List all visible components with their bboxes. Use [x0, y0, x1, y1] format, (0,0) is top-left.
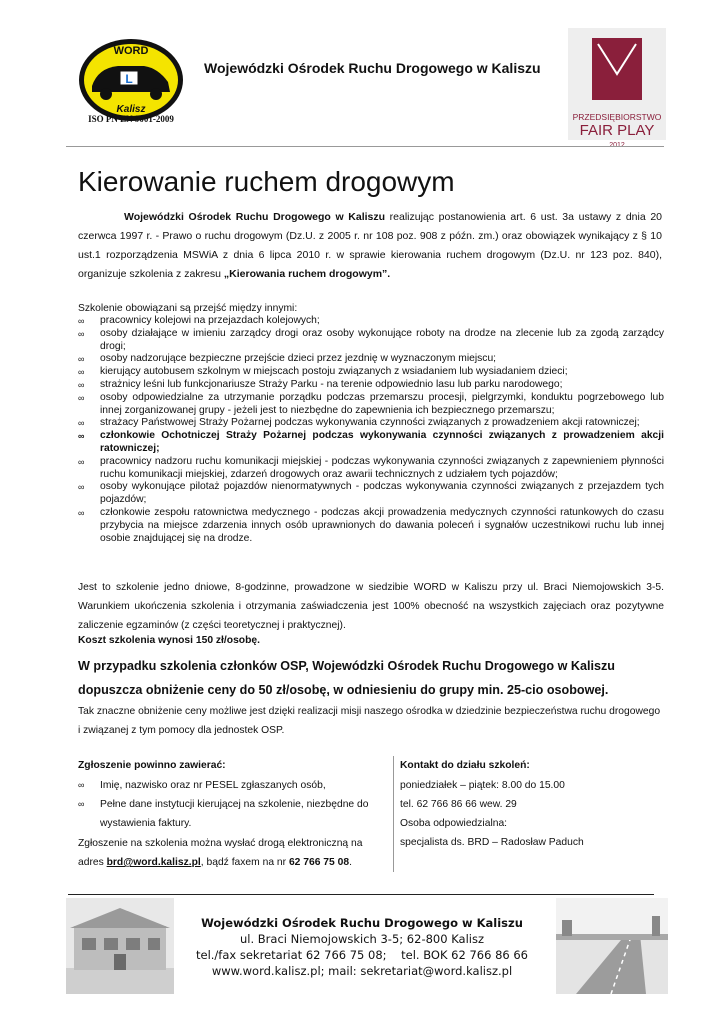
osp-discount: W przypadku szkolenia członków OSP, Wojewódzki Ośrodek Ruchu Drogowego w Kaliszu dopuszcza obniżenie ceny do 50 zł/osobę, w odniesieniu do grupy min. 25-cio osobowej. [78, 659, 615, 697]
page-title: Kierowanie ruchem drogowym [78, 166, 455, 197]
contact-title: Kontakt do działu szkoleń: [400, 760, 530, 771]
duties-intro: Szkolenie obowiązani są przejść między innymi: [78, 303, 298, 314]
footer-phones: tel./fax sekretariat 62 766 75 08; tel. BOK 62 766 86 66 [196, 948, 528, 962]
header-divider [66, 146, 664, 147]
iso-certificate: ISO PN EN 9001-2009 [88, 114, 174, 124]
registration-contact [78, 834, 378, 872]
logo-plate-letter: L [125, 72, 133, 86]
list-item: ∞ Pełne dane instytucji kierującej na szkolenie, niezbędne do wystawienia faktury. [78, 795, 378, 833]
list-item: ∞ osoby wykonujące pilotaż pojazdów nienormatywnych - podczas wykonywania czynności związanych z przejazdem tych pojazdów; [78, 481, 664, 507]
list-item: ∞ Imię, nazwisko oraz nr PESEL zgłaszanych osób, [78, 776, 378, 795]
list-item: ∞ osoby nadzorujące bezpieczne przejście dzieci przez jezdnię w wyznaczonym miejscu; [78, 353, 664, 366]
footer-name: Wojewódzki Ośrodek Ruchu Drogowego w Kaliszu [201, 916, 523, 930]
logo-top-text: WORD [113, 45, 149, 57]
contact-person-label: Osoba odpowiedzialna: [400, 818, 508, 829]
intro-bold-tail: „Kierowania ruchem drogowym”. [223, 268, 391, 280]
list-item: ∞ osoby odpowiedzialne za utrzymanie porządku podczas przemarszu procesji, pielgrzymki, konduktu pogrzebowego lub innej zorganizowanej grupy - jeżeli jest to niezbędne do zapewnienia ich bezpiecznego przemarszu; [78, 392, 664, 418]
duties-list [78, 315, 664, 545]
contact-person: specjalista ds. BRD – Radosław Paduch [400, 837, 584, 848]
column-divider [393, 756, 394, 872]
intro-text: realizując postanowienia art. 6 ust. 3a ustawy z dnia 20 czerwca 1997 r. - Prawo o ruchu drogowym (Dz.U. z 2005 r. nr 108 poz. 908 z późn. zm.) oraz obowiązek wynikający z § 10 ust.1 rozporządzenia MSWiA z dnia 6 lipca 2010 r. w sprawie kierowania ruchem drogowym (Dz.U. nr 123 poz. 840), organizuje szkolenia z zakresu [78, 211, 662, 280]
registration-title: Zgłoszenie powinno zawierać: [78, 760, 226, 771]
registration-email-link[interactable]: brd@word.kalisz.pl [106, 857, 201, 868]
intro-bold-lead: Wojewódzki Ośrodek Ruchu Drogowego w Kaliszu [124, 211, 386, 223]
training-info: Jest to szkolenie jedno dniowe, 8-godzinne, prowadzone w siedzibie WORD w Kaliszu przy ul. Braci Niemojowskich 3-5. Warunkiem ukończenia szkolenia i otrzymania zaświadczenia jest 100% obecność na wszystkich zajęciach oraz pozytywne zaliczenie egzaminów (z części teoretycznej i praktycznej). [78, 582, 664, 631]
fair-play-chevron-icon [568, 34, 666, 104]
list-item: ∞ strażnicy leśni lub funkcjonariusze Straży Parku - na terenie odpowiednio lasu lub parku narodowego; [78, 379, 664, 392]
registration-email-pre: Zgłoszenie na szkolenia można wysłać drogą elektroniczną na adres [78, 838, 363, 868]
fair-play-small-text: PRZEDSIĘBIORSTWO [572, 112, 662, 122]
training-cost: Koszt szkolenia wynosi 150 zł/osobę. [78, 635, 260, 646]
registration-fax-pre: , bądź faxem na nr [200, 857, 289, 868]
registration-end: . [349, 857, 352, 868]
logo-bottom-text: Kalisz [116, 104, 146, 115]
list-item: ∞ członkowie zespołu ratownictwa medycznego - podczas akcji prowadzenia medycznych czynności ratunkowych do czasu przybycia na miejsce zdarzenia innych osób uprawnionych do dawania poleceń i sygnałów uczestnikowi ruchu lub innej osobie znajdującej się na drodze. [78, 507, 664, 545]
road-photo [556, 898, 668, 994]
list-item: ∞ kierujący autobusem szkolnym w miejscach postoju związanych z wsiadaniem lub wysiadaniem dzieci; [78, 366, 664, 379]
footer-divider [68, 894, 654, 895]
footer-address: ul. Braci Niemojowskich 3-5; 62-800 Kalisz [240, 932, 484, 946]
fair-play-badge [568, 28, 666, 140]
intro-paragraph [78, 208, 662, 284]
contact-hours: poniedziałek – piątek: 8.00 do 15.00 [400, 780, 565, 791]
list-item: ∞ pracownicy kolejowi na przejazdach kolejowych; [78, 315, 664, 328]
list-item: ∞ osoby działające w imieniu zarządcy drogi oraz osoby wykonujące roboty na drodze na zlecenie lub za zgodą zarządcy drogi; [78, 328, 664, 354]
word-kalisz-logo [78, 38, 184, 122]
building-photo [66, 898, 174, 994]
list-item: ∞ strażacy Państwowej Straży Pożarnej podczas wykonywania czynności związanych z prowadzeniem akcji ratowniczej; [78, 417, 664, 430]
contact-phone: tel. 62 766 86 66 wew. 29 [400, 799, 517, 810]
footer-web-mail: www.word.kalisz.pl; mail: sekretariat@word.kalisz.pl [211, 964, 513, 978]
list-item: ∞ członkowie Ochotniczej Straży Pożarnej podczas wykonywania czynności związanych z prowadzeniem akcji ratowniczej; [78, 430, 664, 456]
list-item: ∞ pracownicy nadzoru ruchu komunikacji miejskiej - podczas wykonywania czynności związanych z zapewnieniem płynności ruchu komunikacji miejskiej, zdarzeń drogowych oraz awarii technicznych z udziałem tych pojazdów; [78, 456, 664, 482]
registration-fax: 62 766 75 08 [288, 857, 350, 868]
osp-note: Tak znaczne obniżenie ceny możliwe jest dzięki realizacji misji naszego ośrodka w dziedzinie bezpieczeństwa ruchu drogowego i związanej z tym pomocy dla jednostek OSP. [78, 706, 661, 736]
registration-list [78, 776, 378, 833]
header-title: Wojewódzki Ośrodek Ruchu Drogowego w Kaliszu [204, 60, 541, 76]
fair-play-title: FAIR PLAY [579, 122, 655, 139]
